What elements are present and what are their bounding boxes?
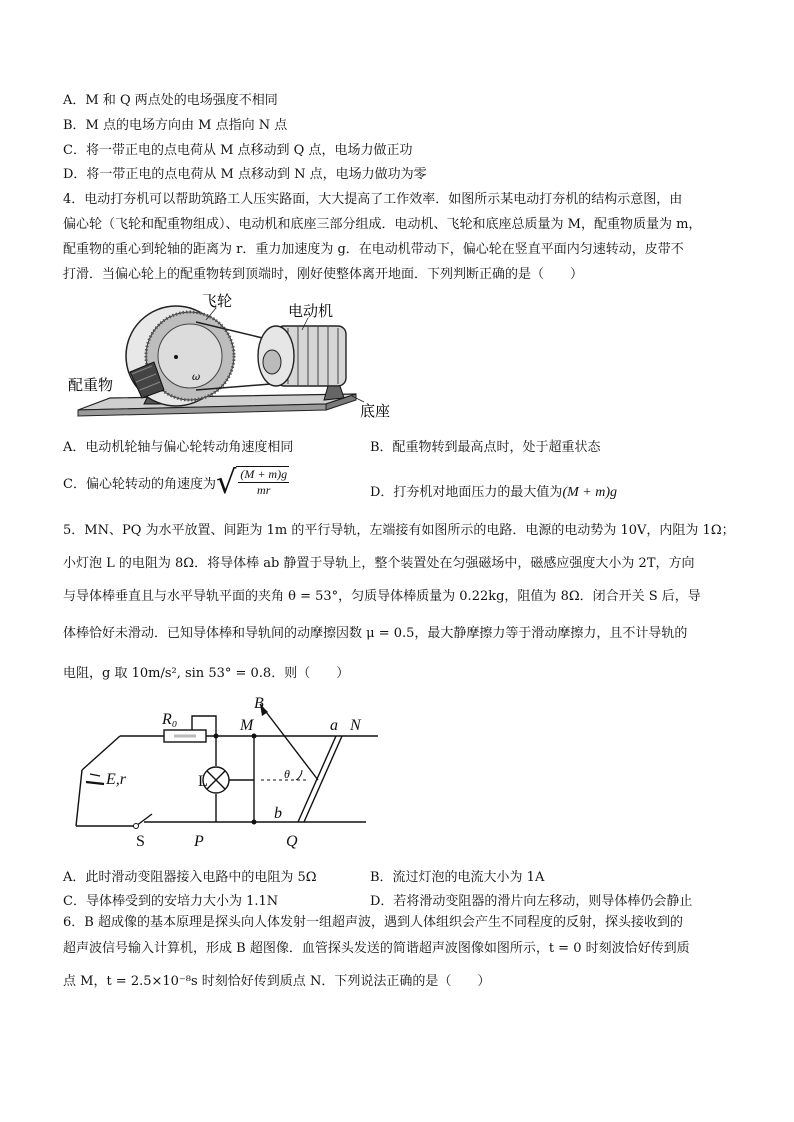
label-m: M [240, 717, 254, 734]
q4-option-c [63, 463, 289, 501]
q5-option-c: C．导体棒受到的安培力大小为 1.1N [63, 894, 279, 909]
q4-option-a: A．电动机轮轴与偏心轮转动角速度相同 [63, 440, 294, 455]
q3-option-b: B．M 点的电场方向由 M 点指向 N 点 [63, 118, 288, 133]
q4-stem-line2: 偏心轮（飞轮和配重物组成）、电动机和底座三部分组成．电动机、飞轮和底座总质量为 M，配重物质量为 m， [63, 217, 702, 232]
q4-option-c-text: C．偏心轮转动的角速度为 [63, 476, 216, 492]
fraction-numerator: (M + m)g [240, 467, 288, 481]
q6-stem-line1: 6．B 超成像的基本原理是探头向人体发射一组超声波，遇到人体组织会产生不同程度的反射，探头接收到的 [63, 915, 683, 930]
radical-sign: √ [215, 463, 237, 501]
sqrt-expression [215, 463, 289, 501]
label-flywheel: 飞轮 [202, 292, 233, 310]
q6-stem-line2: 超声波信号输入计算机，形成 B 超图像．血管探头发送的简谐超声波图像如图所示，t = 0 时刻波恰好传到质 [63, 941, 690, 956]
q5-option-b: B．流过灯泡的电流大小为 1A [370, 870, 545, 885]
label-b-end: b [274, 805, 282, 822]
q3-option-a: A．M 和 Q 两点处的电场强度不相同 [63, 93, 278, 108]
q4-option-d [370, 481, 617, 501]
label-lamp: L [198, 773, 208, 790]
label-omega: ω [192, 372, 201, 383]
label-r0: R₀ [162, 711, 178, 728]
q5-stem-line3: 与导体棒垂直且与水平导轨平面的夹角 θ = 53°，匀质导体棒质量为 0.22kg，阻值为 8Ω．闭合开关 S 后，导 [63, 589, 701, 604]
label-counterweight: 配重物 [68, 376, 114, 394]
q5-option-a: A．此时滑动变阻器接入电路中的电阻为 5Ω [63, 870, 317, 885]
q5-stem-line1: 5．MN、PQ 为水平放置、间距为 1m 的平行导轨，左端接有如图所示的电路．电源的电动势为 10V，内阻为 1Ω； [63, 523, 735, 538]
q6-stem-line3: 点 M，t = 2.5×10⁻⁸s 时刻恰好传到质点 N．下列说法正确的是（ ） [63, 974, 491, 989]
q5-stem-line2: 小灯泡 L 的电阻为 8Ω．将导体棒 ab 静置于导轨上，整个装置处在匀强磁场中，磁感应强度大小为 2T，方向 [63, 556, 695, 571]
label-q: Q [286, 833, 298, 850]
q3-option-d: D．将一带正电的点电荷从 M 点移动到 N 点，电场力做功为零 [63, 167, 427, 182]
label-b-field: B [254, 695, 264, 712]
q4-option-d-text: D．打夯机对地面压力的最大值为 [370, 485, 563, 500]
label-switch: S [136, 833, 145, 850]
q3-option-c: C．将一带正电的点电荷从 M 点移动到 Q 点，电场力做正功 [63, 143, 413, 158]
tamping-machine-figure [66, 292, 396, 428]
label-motor: 电动机 [288, 302, 334, 320]
label-n: N [350, 717, 361, 734]
label-theta: θ [284, 767, 290, 781]
q4-stem-line4: 打滑．当偏心轮上的配重物转到顶端时，刚好使整体离开地面．下列判断正确的是（ ） [63, 267, 584, 282]
omega-fraction [238, 467, 289, 498]
label-a: a [330, 717, 338, 734]
label-emf: E,r [106, 771, 126, 788]
q5-stem-line4: 体棒恰好未滑动．已知导体棒和导轨间的动摩擦因数 μ = 0.5，最大静摩擦力等于滑动摩擦力，且不计导轨的 [63, 626, 688, 641]
label-p: P [194, 833, 204, 850]
q4-stem-line1: 4．电动打夯机可以帮助筑路工人压实路面，大大提高了工作效率．如图所示某电动打夯机的结构示意图，由 [63, 192, 683, 207]
q4-option-b: B．配重物转到最高点时，处于超重状态 [370, 440, 601, 455]
q5-stem-line5: 电阻，g 取 10m/s², sin 53° = 0.8．则（ ） [63, 666, 350, 681]
label-base: 底座 [360, 402, 391, 420]
fraction-denominator: mr [257, 483, 271, 497]
q4-stem-line3: 配重物的重心到轮轴的距离为 r．重力加速度为 g．在电动机带动下，偏心轮在竖直平面内匀速转动，皮带不 [63, 242, 684, 257]
q5-option-d: D．若将滑动变阻器的滑片向左移动，则导体棒仍会静止 [370, 894, 693, 909]
q4-option-d-expr: (M + m)g [562, 485, 617, 500]
circuit-rail-figure [66, 694, 386, 852]
